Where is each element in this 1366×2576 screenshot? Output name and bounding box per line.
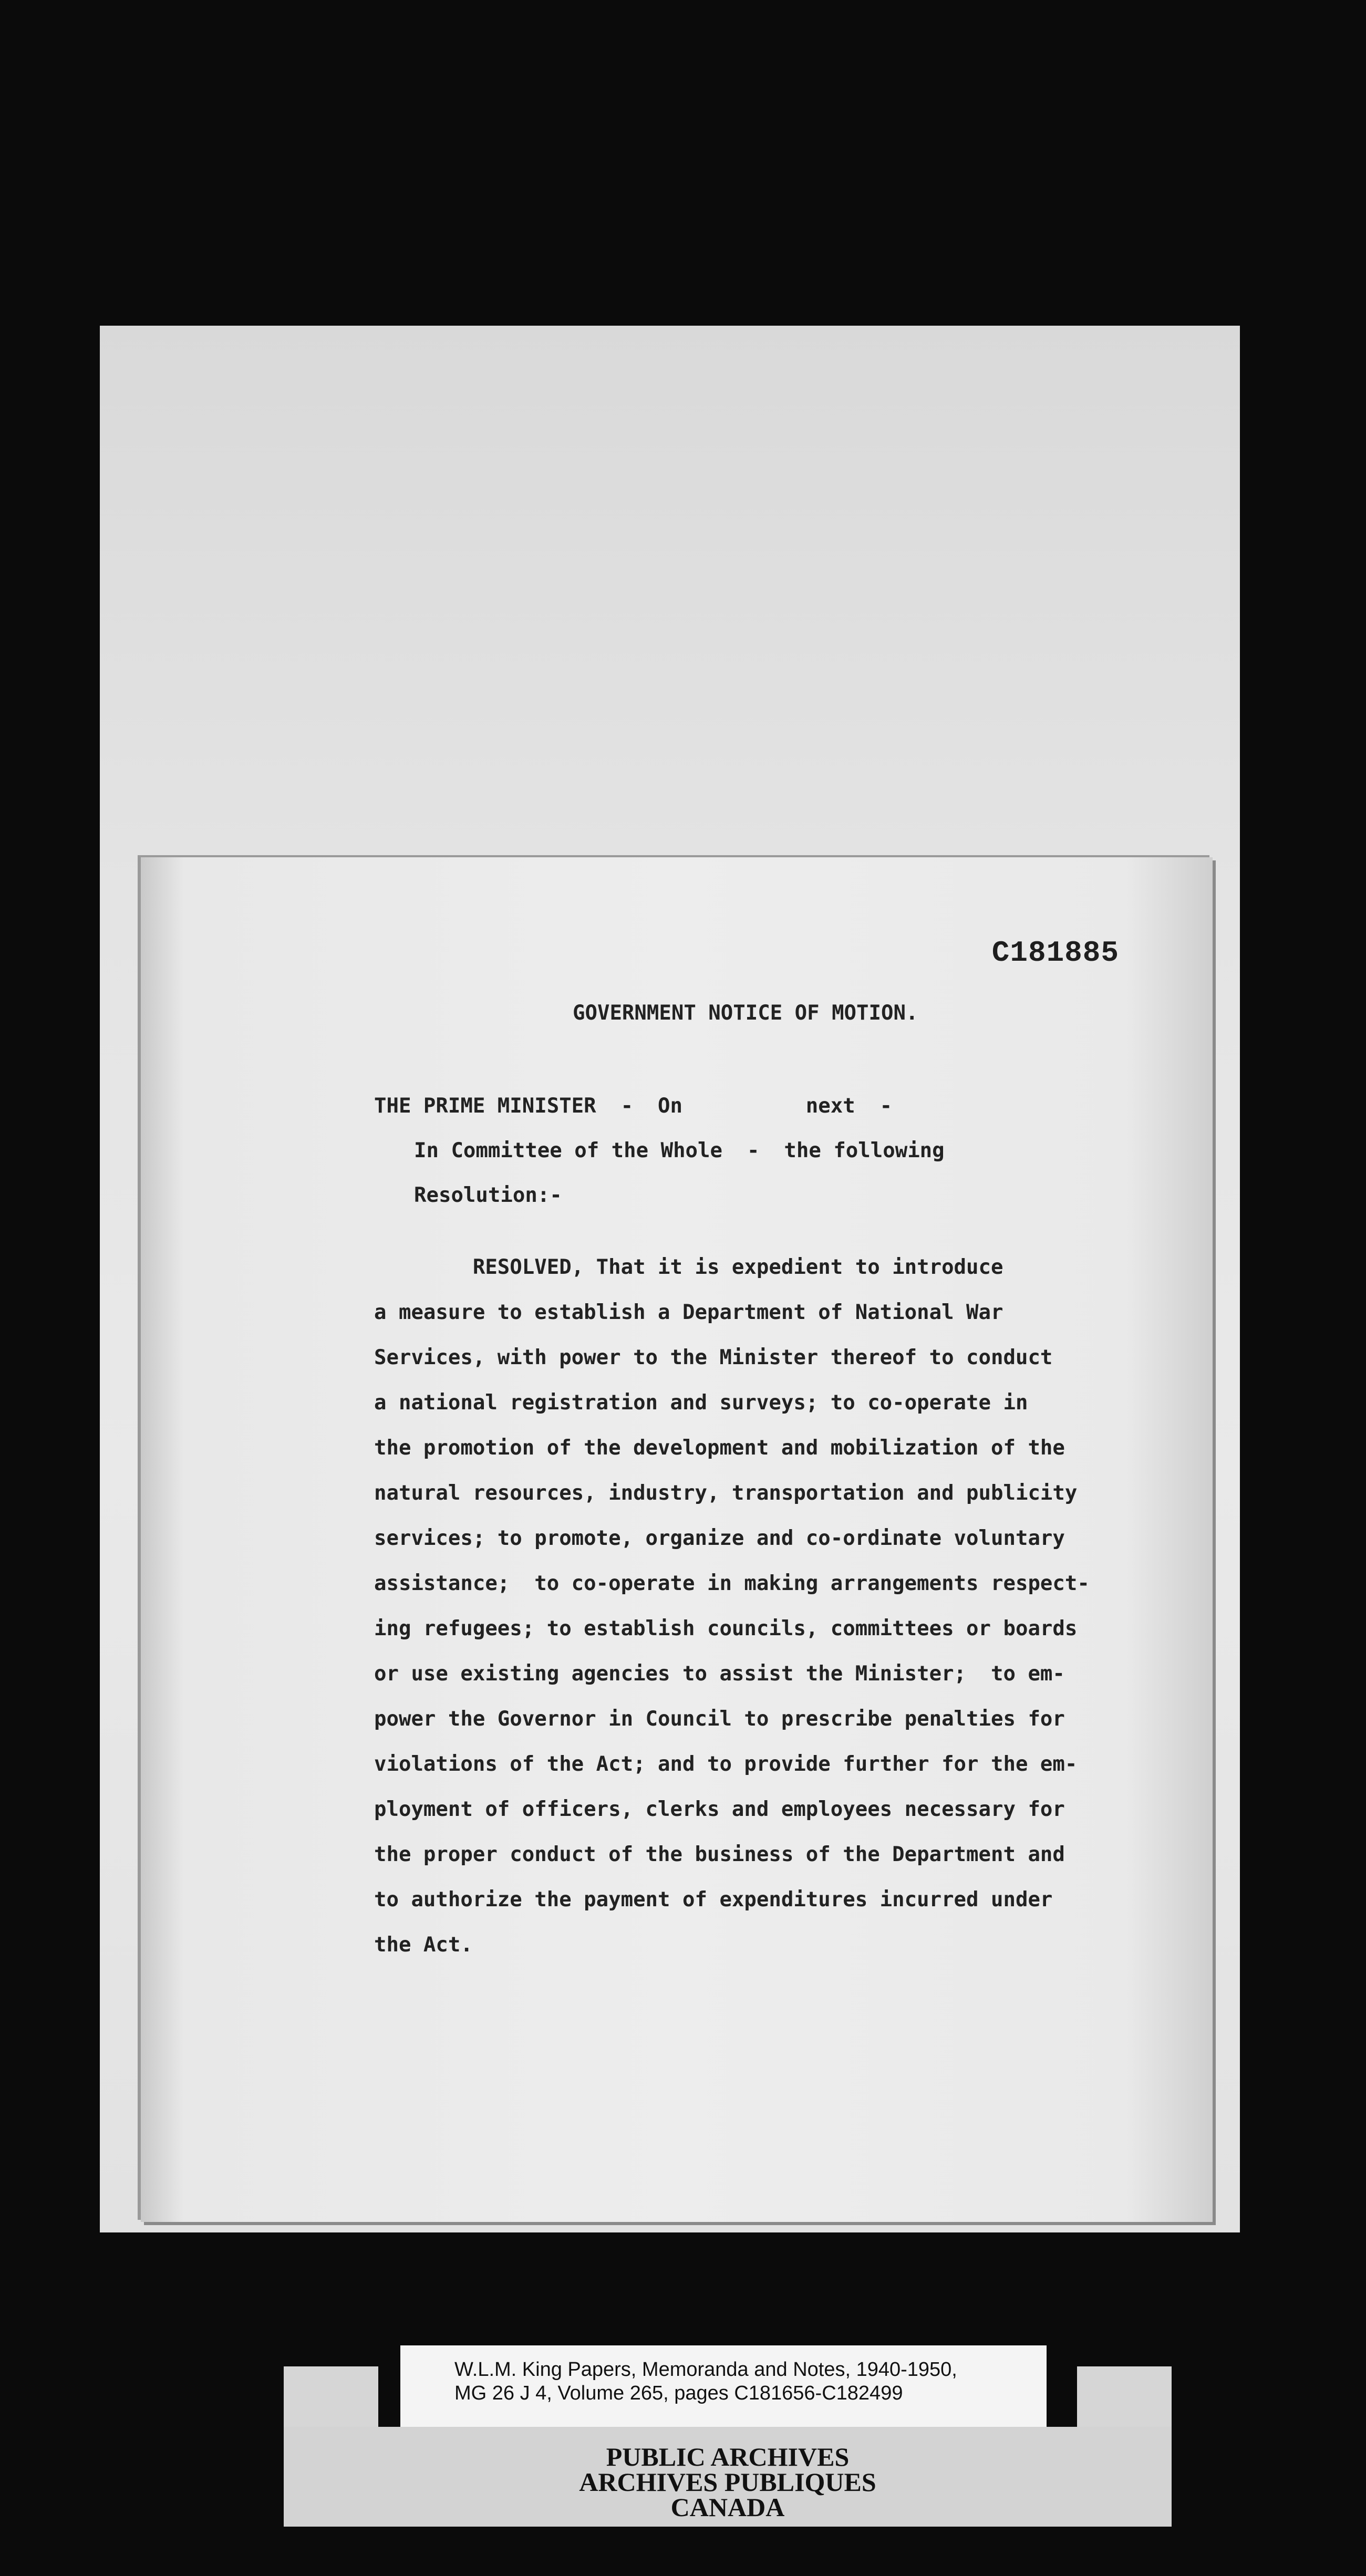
heading-line-1: THE PRIME MINISTER - On next - <box>374 1094 893 1118</box>
body-line-12: violations of the Act; and to provide further for the em- <box>374 1752 1078 1776</box>
body-line-3: Services, with power to the Minister thereof to conduct <box>374 1346 1053 1369</box>
citation-line-2: MG 26 J 4, Volume 265, pages C181656-C182499 <box>454 2382 903 2404</box>
body-line-14: the proper conduct of the business of the Department and <box>374 1843 1065 1866</box>
heading-line-3: Resolution:- <box>414 1183 562 1207</box>
archive-line-1: PUBLIC ARCHIVES <box>606 2442 850 2471</box>
body-line-7: services; to promote, organize and co-ordinate voluntary <box>374 1526 1065 1550</box>
body-line-15: to authorize the payment of expenditures incurred under <box>374 1888 1053 1912</box>
body-line-6: natural resources, industry, transportation and publicity <box>374 1481 1078 1505</box>
document-title: GOVERNMENT NOTICE OF MOTION. <box>573 1001 918 1025</box>
archive-line-3: CANADA <box>670 2492 785 2522</box>
body-line-10: or use existing agencies to assist the Minister; to em- <box>374 1662 1065 1686</box>
citation-line-1: W.L.M. King Papers, Memoranda and Notes, 1940-1950, <box>454 2359 957 2381</box>
reference-number: C181885 <box>991 936 1119 970</box>
body-line-9: ing refugees; to establish councils, committees or boards <box>374 1617 1078 1640</box>
body-line-16: the Act. <box>374 1933 473 1957</box>
body-line-11: power the Governor in Council to prescribe penalties for <box>374 1707 1065 1731</box>
body-line-4: a national registration and surveys; to co-operate in <box>374 1391 1028 1415</box>
heading-line-2: In Committee of the Whole - the following <box>414 1139 945 1162</box>
body-line-5: the promotion of the development and mobilization of the <box>374 1436 1065 1460</box>
body-line-8: assistance; to co-operate in making arrangements respect- <box>374 1572 1090 1595</box>
archive-line-2: ARCHIVES PUBLIQUES <box>579 2467 876 2497</box>
body-line-2: a measure to establish a Department of National War <box>374 1301 1003 1324</box>
body-line-1: RESOLVED, That it is expedient to introduce <box>374 1255 1003 1279</box>
body-line-13: ployment of officers, clerks and employees necessary for <box>374 1798 1065 1821</box>
